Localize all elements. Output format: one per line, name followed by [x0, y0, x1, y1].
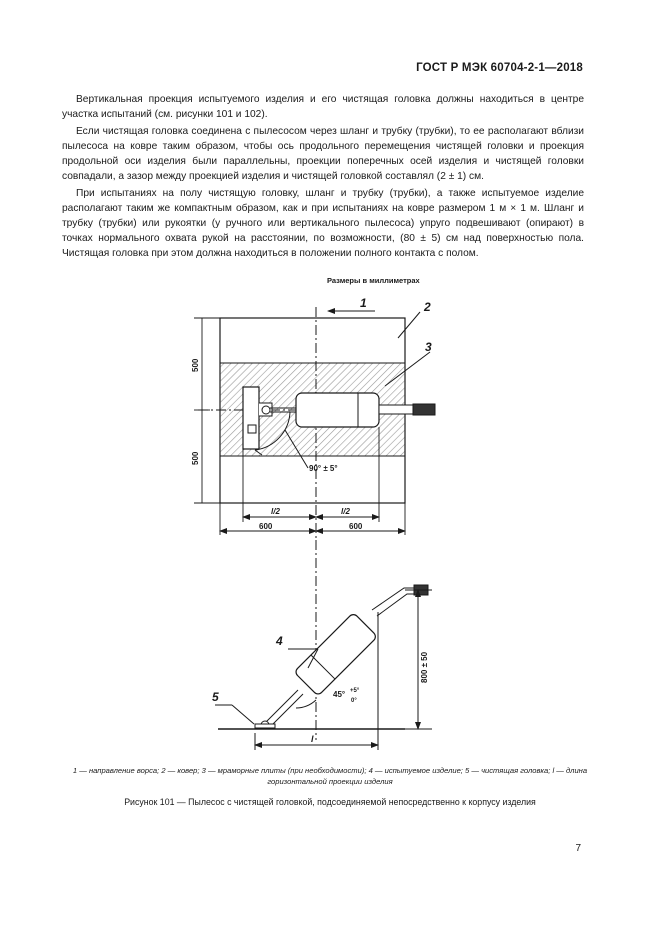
side-view: [215, 540, 432, 750]
top-view: [198, 307, 435, 545]
label-3: 3: [425, 340, 432, 354]
hose-end: [379, 405, 413, 414]
dim-500-bottom: 500: [191, 451, 200, 465]
angle-bottom-sub: 0°: [351, 698, 357, 704]
cleaning-head-top: [243, 387, 259, 449]
vacuum-body-side: [294, 613, 377, 696]
height-dim-label: 800 ± 50: [420, 651, 429, 683]
document-header: ГОСТ Р МЭК 60704-2-1—2018: [416, 62, 583, 74]
label-5: 5: [212, 690, 219, 704]
dim-half-right: l/2: [341, 507, 350, 516]
length-dim-label: l: [311, 734, 314, 744]
paragraph-2: Если чистящая головка соединена с пылесосом через шланг и трубку (трубки), то ее располагают вблизи пылесоса на ковре таким образом, чтобы ось продольного перемещения чистящей головки и проекция продольной оси изделия были параллельны, проекции поперечных осей изделия и чистящей головки совпадали, а зазор между проекцией изделия и чистящей головкой составлял (2 ± 1) см.: [62, 126, 584, 182]
angle-bottom-label: 45°: [333, 690, 346, 699]
dimensions-note: Размеры в миллиметрах: [327, 276, 420, 285]
paragraph-3: При испытаниях на полу чистящую головку, шланг и трубку (трубки), а также испытуемое изделие располагают таким же компактным образом, как и при испытаниях на ковре размером 1 м × 1 м. Шланг и трубку (трубки) или рукоятки (у ручного или вертикального пылесоса) упруго подвешивают (опирают) в точках нормального охвата рукой на расстоянии, по возможности, (80 ± 5) см над поверхностью пола. Чистящая головка при этом должна находиться в положении полного контакта с полом.: [62, 188, 584, 259]
vacuum-body-top: [296, 393, 379, 427]
label-4: 4: [276, 634, 283, 648]
figure-legend: 1 — направление ворса; 2 — ковер; 3 — мраморные плиты (при необходимости); 4 — испытуемое изделие; 5 — чистящая головка; l — длина горизонтальной проекции изделия: [72, 766, 588, 786]
dim-half-left: l/2: [271, 507, 280, 516]
angle-bottom-sup: +5°: [350, 688, 360, 694]
label-2: 2: [424, 300, 431, 314]
label-1: 1: [360, 296, 367, 310]
dim-500-top: 500: [191, 358, 200, 372]
figure-caption: Рисунок 101 — Пылесос с чистящей головкой, подсоединяемой непосредственно к корпусу изделия: [124, 797, 536, 807]
angle-top-label: 90° ± 5°: [309, 464, 338, 473]
paragraph-1: Вертикальная проекция испытуемого изделия и его чистящая головка должны находиться в центре участка испытаний (см. рисунки 101 и 102).: [62, 94, 584, 120]
dim-600-right: 600: [349, 522, 363, 531]
dim-600-left: 600: [259, 522, 273, 531]
page-number: 7: [575, 843, 581, 854]
